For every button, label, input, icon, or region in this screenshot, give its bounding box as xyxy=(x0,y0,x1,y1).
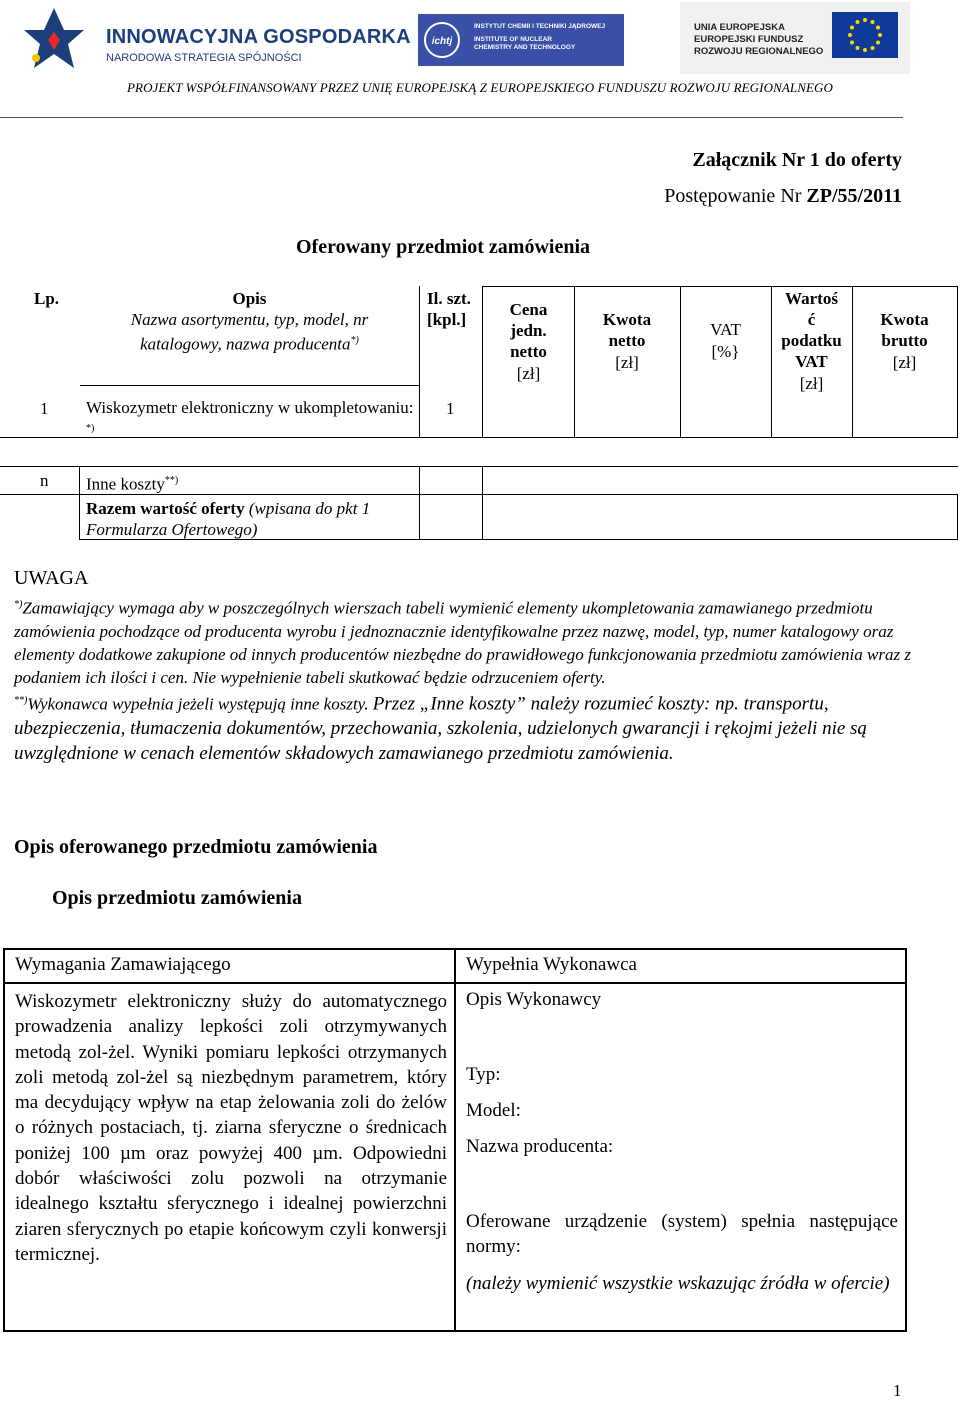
sum-note: (wpisana do pkt 1 Formularza Ofertowego) xyxy=(86,499,371,539)
manufacturer-label: Nazwa producenta: xyxy=(466,1136,614,1157)
spec-left-header-cell xyxy=(3,948,456,984)
note-2-mark: **) xyxy=(14,694,28,706)
note-1 xyxy=(14,593,914,689)
logo-subtitle: NARODOWA STRATEGIA SPÓJNOŚCI xyxy=(106,52,302,64)
spec-right-header-cell xyxy=(454,948,907,984)
cena-header: Cena jedn. netto xyxy=(509,300,548,361)
row1-lp: 1 xyxy=(40,399,49,418)
eu-logo-text xyxy=(694,22,823,58)
header-divider xyxy=(0,117,903,118)
col-wartosc-header xyxy=(771,286,853,438)
project-banner: PROJEKT WSPÓŁFINANSOWANY PRZEZ UNIĘ EUROPEJSKĄ Z EUROPEJSKIEGO FUNDUSZU ROZWOJU REGIONALNEGO xyxy=(126,80,834,95)
notes-heading: UWAGA xyxy=(14,567,89,589)
attachment-label: Załącznik Nr 1 do oferty xyxy=(692,149,902,171)
il-header-2: [kpl.] xyxy=(427,310,467,329)
ichtj-name-en-1: INSTITUTE OF NUCLEAR xyxy=(474,36,552,43)
innowacyjna-gospodarka-logo xyxy=(20,2,411,78)
spec-requirement: Wiskozymetr elektroniczny służy do automatycznego prowadzenia analizy lepkości zoli otrzymywanych metodą zol-żel. Wyniki pomiaru lepkości otrzymanych zoli metodą zol-żel są niezbędnym parametrem, który ma decydujący wpływ na etap żelowania zoli do żelów o różnych postaciach, tj. ziarna sferyczne o średnicach poniżej 100 µm oraz powyżej 400 µm. Odpowiedni dobór właściwości zolu pozwoli na otrzymanie idealnego kształtu sferycznego i idealnej powierzchni ziaren sferycznych po etapie końcowym czyli konwersji termicznej. xyxy=(15,991,447,1265)
lp-header: Lp. xyxy=(34,289,60,308)
row1-bottom-line xyxy=(0,437,483,438)
rown-description xyxy=(86,470,178,495)
wartosc-header-1: Wartoś xyxy=(785,289,838,308)
col-kwota-netto-header xyxy=(574,286,681,438)
subsection-title: Opis przedmiotu zamówienia xyxy=(52,887,302,909)
procedure-line xyxy=(664,185,902,208)
col-kwota-brutto-header xyxy=(852,286,958,438)
rown-note: **) xyxy=(164,475,179,486)
eu-line-1: UNIA EUROPEJSKA xyxy=(694,22,785,33)
opis-subheader-note: *) xyxy=(350,335,359,346)
vat-unit: [%} xyxy=(711,342,740,361)
spec-requirement-cell xyxy=(3,982,456,1332)
eu-line-2: EUROPEJSKI FUNDUSZ xyxy=(694,34,804,45)
wartosc-header-3: podatku xyxy=(781,331,842,350)
note-2 xyxy=(14,689,914,767)
page-number: 1 xyxy=(893,1381,902,1400)
eu-flag-icon xyxy=(832,12,898,58)
rown-qty-cell xyxy=(419,466,483,495)
ichtj-name-pl: INSTYTUT CHEMII I TECHNIKI JĄDROWEJ xyxy=(474,23,606,30)
note-1-text: Zamawiający wymaga aby w poszczególnych wierszach tabeli wymienić elementy ukompletowania zamawianego przedmiotu zamówienia pochodzące od producenta wyrobu i jednoznacznie identyfikowalne przez nazwę, model, typ, numer katalogowy oraz elementy dodatkowe zakupione od innych producentów niezbędne do prawidłowego funkcjonowania przedmiotu zamówienia wraz z podaniem ich ilości i cen. Nie wypełnienie tabeli skutkować będzie odrzuceniem oferty. xyxy=(14,598,911,687)
rown-name: Inne koszty xyxy=(86,474,165,494)
ichtj-mark: ichtj xyxy=(424,22,460,58)
model-label: Model: xyxy=(466,1100,521,1121)
kwota-netto-header: Kwota netto xyxy=(602,310,652,350)
row1-name: Wiskozymetr elektroniczny xyxy=(86,398,274,417)
rown-description-cell xyxy=(79,466,420,495)
star-logo-icon xyxy=(24,6,84,72)
col-vat-header xyxy=(680,286,772,438)
note-1-mark: *) xyxy=(14,599,23,610)
norms-statement: Oferowane urządzenie (system) spełnia następujące normy: xyxy=(466,1211,898,1258)
sum-description xyxy=(86,498,415,540)
opis-subheader xyxy=(110,309,389,355)
note-2-text-b: Przez „Inne koszty” należy rozumieć koszty: np. transportu, ubezpieczenia, tłumaczenia dokumentów, przechowania, szkolenia, udzielonych gwarancji i rękojmi jeżeli nie są uwzględnione w cenach elementów składowych zamawianego przedmiotu zamówienia. xyxy=(14,693,867,765)
sum-label: Razem wartość oferty xyxy=(86,499,245,518)
spec-right-header: Wypełnia Wykonawca xyxy=(466,954,637,975)
col-opis-header xyxy=(80,286,420,386)
eu-logo xyxy=(680,2,910,74)
row1-description-cell xyxy=(80,385,420,438)
row1-name-rest: w ukompletowaniu: xyxy=(277,398,414,417)
kwota-netto-unit: [zł] xyxy=(615,353,639,372)
ichtj-name-en xyxy=(474,36,575,52)
procedure-number: ZP/55/2011 xyxy=(806,185,902,207)
contractor-description-label: Opis Wykonawcy xyxy=(466,989,602,1010)
spec-left-header: Wymagania Zamawiającego xyxy=(15,954,231,975)
ichtj-name-en-2: CHEMISTRY AND TECHNOLOGY xyxy=(474,44,576,51)
sum-values-cell xyxy=(482,494,958,540)
wartosc-unit: [zł] xyxy=(799,374,824,393)
wartosc-header-4: VAT xyxy=(795,352,828,371)
opis-subheader-text: Nazwa asortymentu, typ, model, nr katalogowy, nazwa producenta xyxy=(130,310,369,354)
rown-values-cell xyxy=(482,466,958,495)
logo-title: INNOWACYJNA GOSPODARKA xyxy=(106,26,411,48)
section-title: Opis oferowanego przedmiotu zamówienia xyxy=(14,836,378,858)
procedure-label: Postępowanie Nr xyxy=(664,185,802,207)
row1-qty: 1 xyxy=(446,399,455,418)
cena-unit: [zł] xyxy=(516,364,541,383)
rown-lp: n xyxy=(40,471,49,490)
sum-description-cell xyxy=(79,494,420,540)
eu-line-3: ROZWOJU REGIONALNEGO xyxy=(694,46,824,57)
vat-header: VAT xyxy=(710,320,741,339)
kwota-brutto-header: Kwota brutto xyxy=(880,310,929,350)
notes-body xyxy=(14,593,914,766)
sum-qty-cell xyxy=(419,494,483,540)
note-2-text-a: Wykonawca wypełnia jeżeli występują inne koszty. xyxy=(27,694,369,714)
type-label: Typ: xyxy=(466,1064,501,1085)
wartosc-header-2: ć xyxy=(807,310,816,329)
rown-lp-cell xyxy=(0,466,80,495)
opis-header: Opis xyxy=(232,289,267,308)
row1-description xyxy=(86,397,415,443)
kwota-brutto-unit: [zł] xyxy=(892,353,917,372)
col-cena-header xyxy=(483,286,575,438)
norms-note: (należy wymienić wszystkie wskazując źródła w ofercie) xyxy=(466,1273,890,1294)
row1-note: *) xyxy=(86,423,95,434)
spec-contractor-cell xyxy=(454,982,907,1332)
ichtj-logo xyxy=(418,14,624,66)
il-header-1: Il. szt. xyxy=(427,289,471,308)
page-title: Oferowany przedmiot zamówienia xyxy=(296,236,591,258)
